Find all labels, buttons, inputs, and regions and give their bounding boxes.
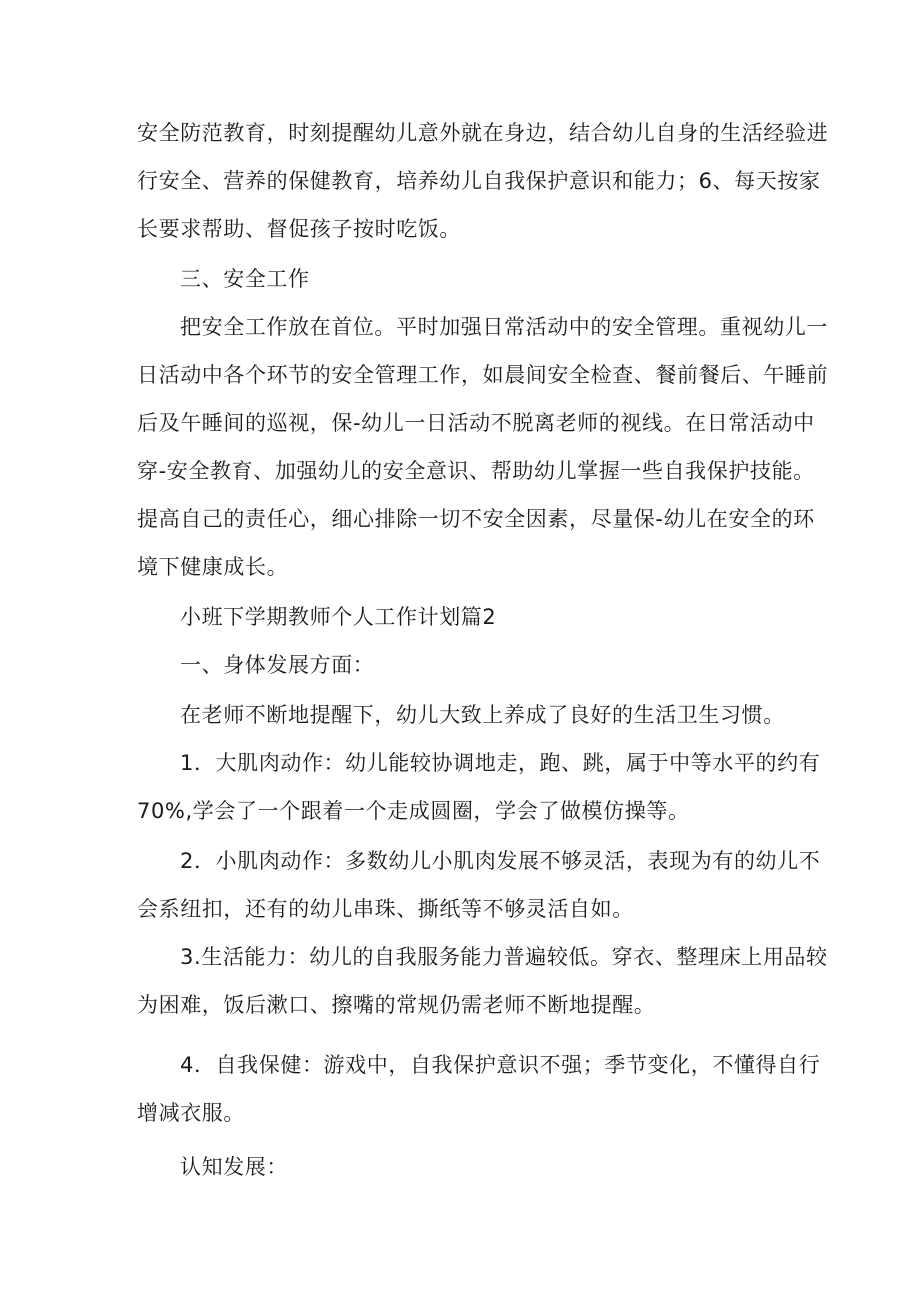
paragraph-line: 提高自己的责任心，细心排除一切不安全因素，尽量保-幼儿在安全的环 — [137, 507, 815, 531]
list-item-line: 为困难，饭后漱口、擦嘴的常规仍需老师不断地提醒。 — [137, 993, 656, 1017]
paragraph-line: 穿-安全教育、加强幼儿的安全意识、帮助幼儿掌握一些自我保护技能。 — [137, 459, 815, 483]
list-item-line: 3.生活能力：幼儿的自我服务能力普遍较低。穿衣、整理床上用品较 — [180, 945, 828, 969]
section-heading: 一、身体发展方面： — [180, 653, 375, 677]
paragraph-line: 把安全工作放在首位。平时加强日常活动中的安全管理。重视幼儿一 — [180, 315, 828, 339]
section-heading: 认知发展： — [180, 1155, 288, 1179]
list-item-line: 1．大肌肉动作：幼儿能较协调地走，跑、跳，属于中等水平的约有 — [180, 751, 821, 775]
paragraph-line: 在老师不断地提醒下，幼儿大致上养成了良好的生活卫生习惯。 — [180, 703, 785, 727]
paragraph-line: 行安全、营养的保健教育，培养幼儿自我保护意识和能力；6、每天按家 — [137, 169, 821, 193]
paragraph-line: 后及午睡间的巡视，保-幼儿一日活动不脱离老师的视线。在日常活动中 — [137, 411, 815, 435]
article-title: 小班下学期教师个人工作计划篇2 — [180, 605, 497, 629]
list-item-line: 70%,学会了一个跟着一个走成圆圈，学会了做模仿操等。 — [137, 799, 690, 823]
list-item-line: 4．自我保健：游戏中，自我保护意识不强；季节变化，不懂得自行 — [180, 1053, 821, 1077]
list-item-line: 增减衣服。 — [137, 1101, 245, 1125]
list-item-line: 会系纽扣，还有的幼儿串珠、撕纸等不够灵活自如。 — [137, 897, 634, 921]
paragraph-line: 安全防范教育，时刻提醒幼儿意外就在身边，结合幼儿自身的生活经验进 — [137, 121, 829, 145]
paragraph-line: 日活动中各个环节的安全管理工作，如晨间安全检查、餐前餐后、午睡前 — [137, 363, 829, 387]
paragraph-line: 长要求帮助、督促孩子按时吃饭。 — [137, 217, 461, 241]
list-item-line: 2．小肌肉动作：多数幼儿小肌肉发展不够灵活，表现为有的幼儿不 — [180, 849, 821, 873]
section-heading: 三、安全工作 — [180, 267, 310, 291]
paragraph-line: 境下健康成长。 — [137, 555, 289, 579]
